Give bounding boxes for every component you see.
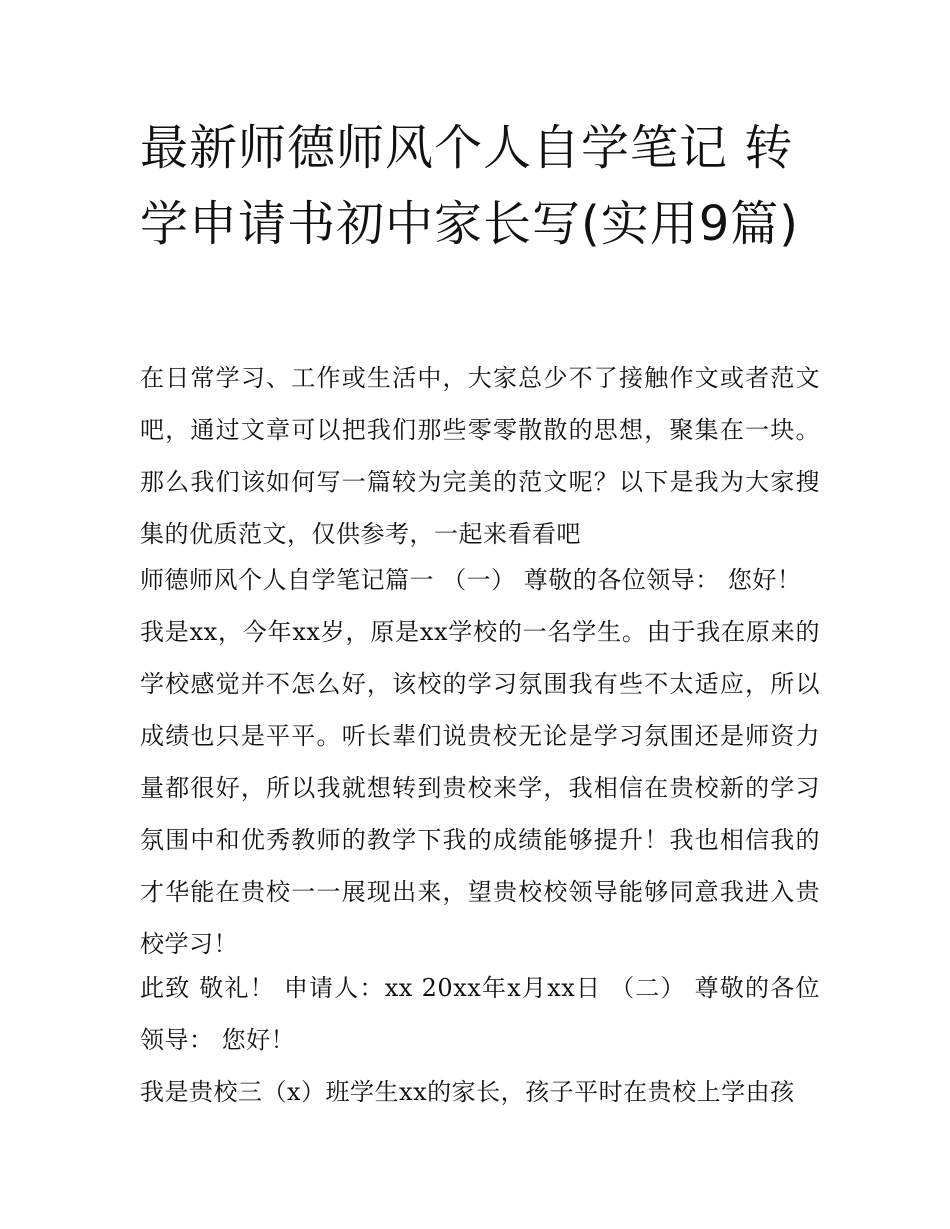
section-heading-paragraph: 师德师风个人自学笔记篇一 （一） 尊敬的各位领导： 您好！ xyxy=(140,566,802,594)
body-paragraph-continued: 我是贵校三（x）班学生xx的家长，孩子平时在贵校上学由孩 xyxy=(140,1078,795,1106)
closing-paragraph: 此致 敬礼！ 申请人：xx 20xx年x月xx日 （二） 尊敬的各位领导： 您好！ xyxy=(140,974,820,1054)
body-paragraph: 我是xx，今年xx岁，原是xx学校的一名学生。由于我在原来的学校感觉并不怎么好，该校的学习氛围我有些不太适应，所以成绩也只是平平。听长辈们说贵校无论是学习氛围还是师资力量都很好，所以我就想转到贵校来学，我相信在贵校新的学习氛围中和优秀教师的教学下我的成绩能够提升！我也相信我的才华能在贵校一一展现出来，望贵校校领导能够同意我进入贵校学习！ xyxy=(140,618,820,958)
document-title: 最新师德师风个人自学笔记 转学申请书初中家长写(实用9篇) xyxy=(140,120,799,252)
intro-paragraph: 在日常学习、工作或生活中，大家总少不了接触作文或者范文吧，通过文章可以把我们那些零零散散的思想，聚集在一块。那么我们该如何写一篇较为完美的范文呢？以下是我为大家搜集的优质范文，仅供参考，一起来看看吧 xyxy=(140,364,820,548)
